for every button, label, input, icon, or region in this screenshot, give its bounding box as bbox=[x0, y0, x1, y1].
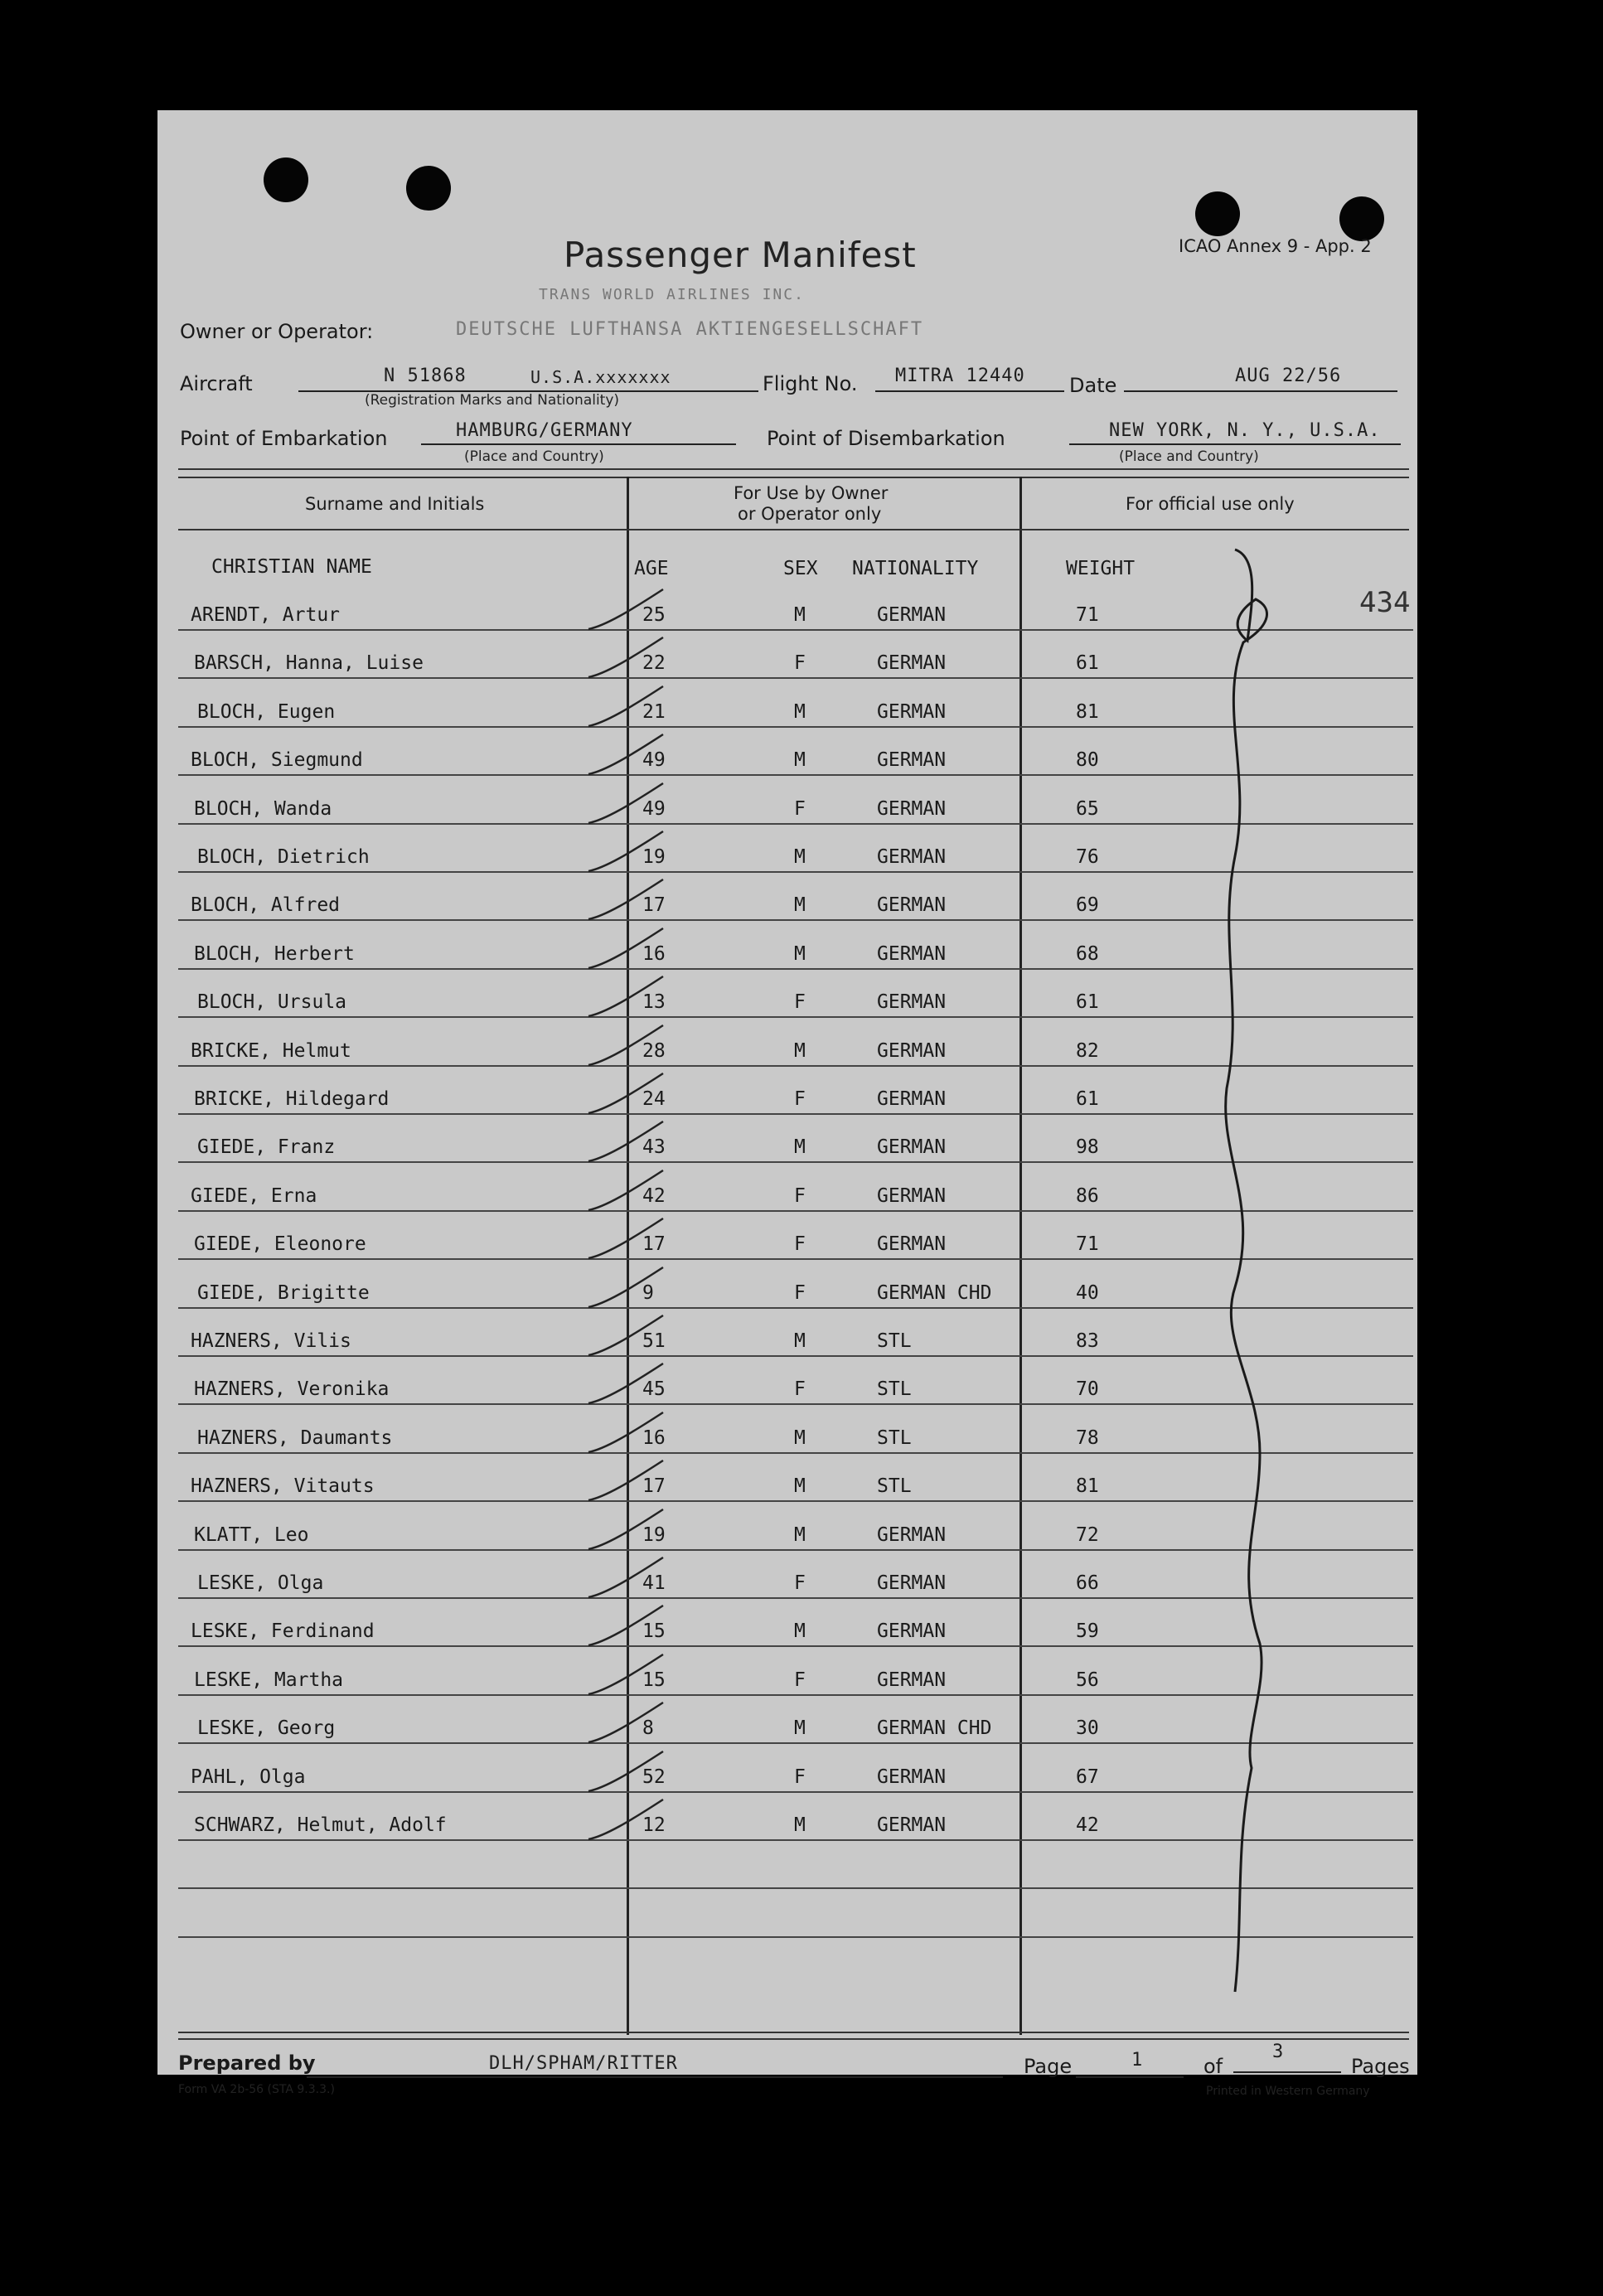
passenger-name: BLOCH, Dietrich bbox=[197, 846, 370, 868]
passenger-nationality: GERMAN bbox=[877, 798, 947, 820]
passenger-age: 45 bbox=[642, 1378, 666, 1400]
passenger-sex: M bbox=[794, 1475, 806, 1497]
passenger-nationality: GERMAN CHD bbox=[877, 1717, 992, 1739]
passenger-sex: F bbox=[794, 798, 806, 820]
passenger-weight: 67 bbox=[1076, 1766, 1099, 1788]
passenger-weight: 61 bbox=[1076, 1088, 1099, 1110]
passenger-nationality: GERMAN bbox=[877, 1088, 947, 1110]
passenger-nationality: GERMAN bbox=[877, 943, 947, 965]
passenger-sex: F bbox=[794, 991, 806, 1013]
passenger-nationality: GERMAN CHD bbox=[877, 1282, 992, 1304]
passenger-age: 52 bbox=[642, 1766, 666, 1788]
passenger-name: BARSCH, Hanna, Luise bbox=[194, 652, 424, 674]
passenger-sex: M bbox=[794, 749, 806, 771]
passenger-name: GIEDE, Eleonore bbox=[194, 1233, 366, 1255]
column-header-sex: SEX bbox=[783, 558, 818, 579]
passenger-sex: F bbox=[794, 1572, 806, 1594]
manifest-paper bbox=[157, 110, 1417, 2098]
passenger-sex: F bbox=[794, 1233, 806, 1255]
passenger-weight: 66 bbox=[1076, 1572, 1099, 1594]
passenger-sex: F bbox=[794, 1282, 806, 1304]
passenger-name: GIEDE, Franz bbox=[197, 1136, 336, 1158]
passenger-name: BLOCH, Herbert bbox=[194, 943, 355, 965]
aircraft-caption: (Registration Marks and Nationality) bbox=[365, 392, 620, 409]
passenger-age: 19 bbox=[642, 846, 666, 868]
passenger-name: BLOCH, Ursula bbox=[197, 991, 347, 1013]
passenger-sex: M bbox=[794, 894, 806, 916]
aircraft-registration: N 51868 bbox=[384, 366, 467, 386]
passenger-name: HAZNERS, Daumants bbox=[197, 1427, 393, 1449]
passenger-weight: 81 bbox=[1076, 1475, 1099, 1497]
passenger-weight: 40 bbox=[1076, 1282, 1099, 1304]
passenger-age: 21 bbox=[642, 701, 666, 723]
passenger-sex: F bbox=[794, 1669, 806, 1691]
passenger-age: 8 bbox=[642, 1717, 654, 1739]
passenger-sex: M bbox=[794, 1524, 806, 1546]
prepared-by-underline bbox=[307, 2076, 1003, 2078]
passenger-sex: M bbox=[794, 701, 806, 723]
passenger-sex: M bbox=[794, 846, 806, 868]
passenger-weight: 82 bbox=[1076, 1040, 1099, 1062]
passenger-age: 16 bbox=[642, 943, 666, 965]
prepared-by-value: DLH/SPHAM/RITTER bbox=[489, 2053, 678, 2074]
passenger-name: HAZNERS, Veronika bbox=[194, 1378, 390, 1400]
passenger-nationality: GERMAN bbox=[877, 894, 947, 916]
column-header-nationality: NATIONALITY bbox=[852, 558, 979, 579]
passenger-sex: M bbox=[794, 604, 806, 626]
passenger-name: BRICKE, Helmut bbox=[191, 1040, 351, 1062]
passenger-age: 43 bbox=[642, 1136, 666, 1158]
passenger-age: 51 bbox=[642, 1330, 666, 1352]
page-underline bbox=[1076, 2076, 1184, 2078]
passenger-sex: F bbox=[794, 1088, 806, 1110]
embarkation-caption: (Place and Country) bbox=[464, 448, 604, 465]
passenger-age: 17 bbox=[642, 1475, 666, 1497]
operator-faded-header: TRANS WORLD AIRLINES INC. bbox=[539, 286, 805, 303]
passenger-name: BLOCH, Eugen bbox=[197, 701, 336, 723]
passenger-age: 17 bbox=[642, 894, 666, 916]
disembarkation-caption: (Place and Country) bbox=[1119, 448, 1259, 465]
passenger-weight: 61 bbox=[1076, 652, 1099, 674]
column-header-christian: CHRISTIAN NAME bbox=[211, 556, 372, 578]
passenger-age: 13 bbox=[642, 991, 666, 1013]
passenger-weight: 42 bbox=[1076, 1814, 1099, 1836]
passenger-weight: 86 bbox=[1076, 1185, 1099, 1207]
passenger-nationality: GERMAN bbox=[877, 701, 947, 723]
passenger-weight: 78 bbox=[1076, 1427, 1099, 1449]
prepared-by-label: Prepared by bbox=[178, 2051, 316, 2075]
passenger-nationality: GERMAN bbox=[877, 1233, 947, 1255]
passenger-nationality: GERMAN bbox=[877, 1814, 947, 1836]
passenger-weight: 81 bbox=[1076, 701, 1099, 723]
passenger-nationality: GERMAN bbox=[877, 1040, 947, 1062]
passenger-weight: 98 bbox=[1076, 1136, 1099, 1158]
passenger-sex: M bbox=[794, 1040, 806, 1062]
passenger-weight: 70 bbox=[1076, 1378, 1099, 1400]
passenger-age: 12 bbox=[642, 1814, 666, 1836]
passenger-nationality: GERMAN bbox=[877, 604, 947, 626]
passenger-weight: 71 bbox=[1076, 1233, 1099, 1255]
total-pages: 3 bbox=[1272, 2042, 1285, 2062]
passenger-weight: 76 bbox=[1076, 846, 1099, 868]
passenger-age: 25 bbox=[642, 604, 666, 626]
passenger-sex: M bbox=[794, 943, 806, 965]
passenger-sex: M bbox=[794, 1427, 806, 1449]
passenger-nationality: STL bbox=[877, 1427, 912, 1449]
pages-label: Pages bbox=[1351, 2055, 1410, 2078]
column-header-owner-1: For Use by Owner bbox=[734, 483, 889, 503]
passenger-sex: F bbox=[794, 652, 806, 674]
passenger-nationality: GERMAN bbox=[877, 1185, 947, 1207]
passenger-age: 24 bbox=[642, 1088, 666, 1110]
passenger-nationality: GERMAN bbox=[877, 1524, 947, 1546]
passenger-name: BLOCH, Alfred bbox=[191, 894, 341, 916]
passenger-name: LESKE, Georg bbox=[197, 1717, 336, 1739]
column-header-official: For official use only bbox=[1126, 494, 1295, 514]
passenger-age: 16 bbox=[642, 1427, 666, 1449]
passenger-age: 49 bbox=[642, 798, 666, 820]
passenger-name: PAHL, Olga bbox=[191, 1766, 306, 1788]
passenger-name: BLOCH, Siegmund bbox=[191, 749, 363, 771]
passenger-name: LESKE, Martha bbox=[194, 1669, 344, 1691]
embarkation-label: Point of Embarkation bbox=[180, 427, 388, 450]
passenger-weight: 71 bbox=[1076, 604, 1099, 626]
passenger-sex: M bbox=[794, 1330, 806, 1352]
passenger-sex: M bbox=[794, 1136, 806, 1158]
of-label: of bbox=[1203, 2055, 1223, 2078]
passenger-weight: 80 bbox=[1076, 749, 1099, 771]
passenger-sex: M bbox=[794, 1717, 806, 1739]
passenger-age: 15 bbox=[642, 1669, 666, 1691]
passenger-name: BLOCH, Wanda bbox=[194, 798, 332, 820]
passenger-name: LESKE, Olga bbox=[197, 1572, 324, 1594]
column-header-weight: WEIGHT bbox=[1066, 558, 1136, 579]
passenger-name: GIEDE, Erna bbox=[191, 1185, 317, 1207]
passenger-age: 17 bbox=[642, 1233, 666, 1255]
printed-in: Printed in Western Germany bbox=[1206, 2085, 1370, 2098]
official-use-scribble bbox=[1226, 550, 1267, 1992]
passenger-name: HAZNERS, Vitauts bbox=[191, 1475, 375, 1497]
passenger-weight: 68 bbox=[1076, 943, 1099, 965]
aircraft-nationality: U.S.A.xxxxxxx bbox=[530, 367, 671, 387]
passenger-age: 22 bbox=[642, 652, 666, 674]
passenger-nationality: STL bbox=[877, 1475, 912, 1497]
column-header-owner-2: or Operator only bbox=[738, 504, 882, 524]
passenger-nationality: STL bbox=[877, 1378, 912, 1400]
handwriting-overlay bbox=[157, 110, 1417, 2075]
handwritten-number: 434 bbox=[1359, 586, 1411, 619]
embarkation-value: HAMBURG/GERMANY bbox=[456, 420, 633, 441]
passenger-weight: 30 bbox=[1076, 1717, 1099, 1739]
operator-label: Owner or Operator: bbox=[180, 320, 374, 343]
passenger-name: GIEDE, Brigitte bbox=[197, 1282, 370, 1304]
passenger-nationality: GERMAN bbox=[877, 1620, 947, 1642]
footer-rule-2 bbox=[178, 2038, 1409, 2040]
page-title: Passenger Manifest bbox=[564, 235, 917, 275]
passenger-age: 28 bbox=[642, 1040, 666, 1062]
disembarkation-label: Point of Disembarkation bbox=[767, 427, 1005, 450]
passenger-nationality: GERMAN bbox=[877, 1669, 947, 1691]
passenger-nationality: GERMAN bbox=[877, 1572, 947, 1594]
passenger-weight: 69 bbox=[1076, 894, 1099, 916]
flight-number: MITRA 12440 bbox=[895, 366, 1025, 386]
passenger-nationality: GERMAN bbox=[877, 1766, 947, 1788]
passenger-sex: F bbox=[794, 1766, 806, 1788]
passenger-name: SCHWARZ, Helmut, Adolf bbox=[194, 1814, 447, 1836]
date-value: AUG 22/56 bbox=[1235, 366, 1342, 386]
passenger-name: BRICKE, Hildegard bbox=[194, 1088, 390, 1110]
passenger-sex: M bbox=[794, 1814, 806, 1836]
passenger-nationality: GERMAN bbox=[877, 991, 947, 1013]
passenger-weight: 61 bbox=[1076, 991, 1099, 1013]
operator-value: DEUTSCHE LUFTHANSA AKTIENGESELLSCHAFT bbox=[456, 319, 924, 340]
passenger-weight: 83 bbox=[1076, 1330, 1099, 1352]
flight-label: Flight No. bbox=[763, 372, 858, 395]
date-label: Date bbox=[1069, 374, 1117, 397]
passenger-name: HAZNERS, Vilis bbox=[191, 1330, 351, 1352]
passenger-sex: F bbox=[794, 1185, 806, 1207]
passenger-weight: 56 bbox=[1076, 1669, 1099, 1691]
passenger-weight: 59 bbox=[1076, 1620, 1099, 1642]
passenger-nationality: GERMAN bbox=[877, 652, 947, 674]
passenger-nationality: STL bbox=[877, 1330, 912, 1352]
passenger-weight: 65 bbox=[1076, 798, 1099, 820]
passenger-nationality: GERMAN bbox=[877, 749, 947, 771]
page-number: 1 bbox=[1131, 2050, 1144, 2071]
passenger-name: ARENDT, Artur bbox=[191, 604, 341, 626]
passenger-weight: 72 bbox=[1076, 1524, 1099, 1546]
passenger-nationality: GERMAN bbox=[877, 846, 947, 868]
page-label: Page bbox=[1024, 2055, 1073, 2078]
passenger-sex: F bbox=[794, 1378, 806, 1400]
passenger-age: 9 bbox=[642, 1282, 654, 1304]
passenger-age: 42 bbox=[642, 1185, 666, 1207]
passenger-age: 19 bbox=[642, 1524, 666, 1546]
column-header-age: AGE bbox=[634, 558, 669, 579]
passenger-age: 41 bbox=[642, 1572, 666, 1594]
disembarkation-value: NEW YORK, N. Y., U.S.A. bbox=[1109, 420, 1381, 441]
total-pages-underline bbox=[1233, 2071, 1341, 2073]
passenger-age: 15 bbox=[642, 1620, 666, 1642]
footer-rule-1 bbox=[178, 2032, 1409, 2033]
column-header-surname: Surname and Initials bbox=[305, 494, 485, 514]
passenger-age: 49 bbox=[642, 749, 666, 771]
aircraft-label: Aircraft bbox=[180, 372, 253, 395]
annex-reference: ICAO Annex 9 - App. 2 bbox=[1179, 236, 1372, 256]
passenger-name: KLATT, Leo bbox=[194, 1524, 309, 1546]
passenger-name: LESKE, Ferdinand bbox=[191, 1620, 375, 1642]
passenger-sex: M bbox=[794, 1620, 806, 1642]
passenger-nationality: GERMAN bbox=[877, 1136, 947, 1158]
form-number: Form VA 2b-56 (STA 9.3.3.) bbox=[178, 2083, 335, 2096]
